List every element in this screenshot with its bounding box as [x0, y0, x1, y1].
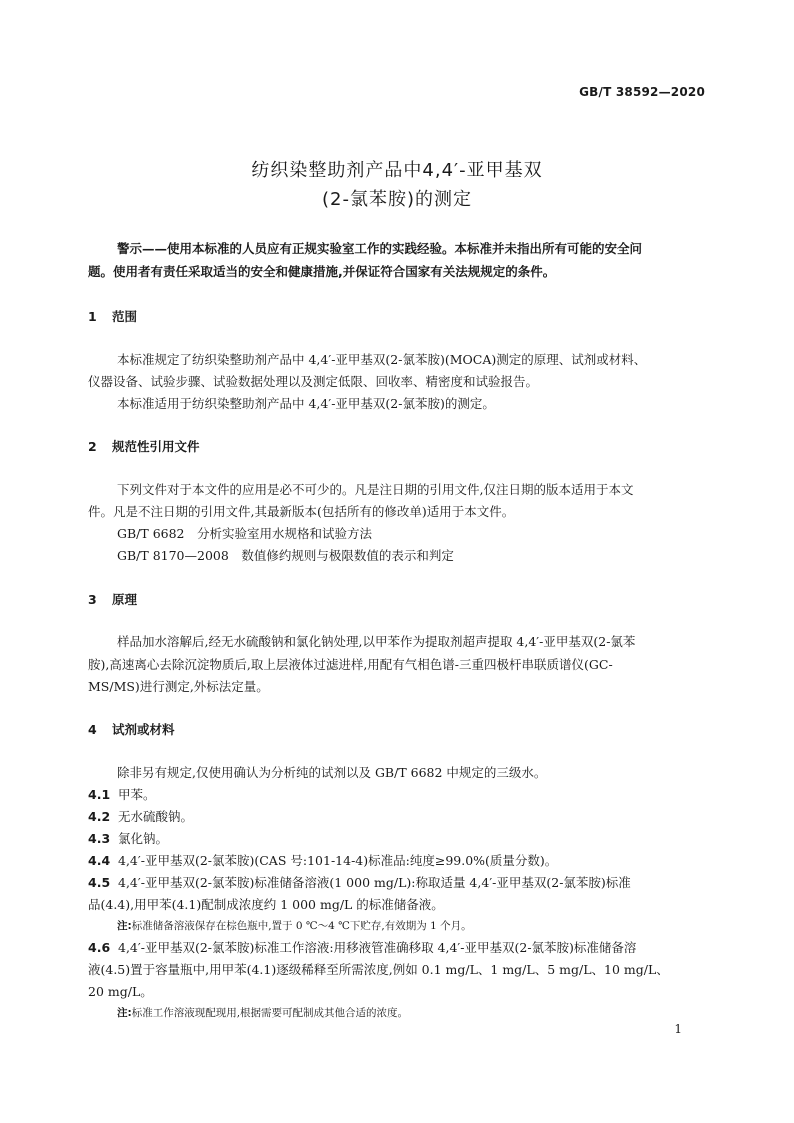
section-1-para-1-line-2: 仪器设备、试验步骤、试验数据处理以及测定低限、回收率、精密度和试验报告。: [88, 374, 539, 389]
section-1-title: 范围: [112, 309, 138, 324]
clause-4-2-number: 4.2: [88, 809, 111, 824]
note-1-text: 标准储备溶液保存在棕色瓶中,置于 0 ℃～4 ℃下贮存,有效期为 1 个月。: [131, 920, 472, 932]
clause-4-3-number: 4.3: [88, 831, 111, 846]
clause-4-6-line-2: 液(4.5)置于容量瓶中,用甲苯(4.1)逐级稀释至所需浓度,例如 0.1 mg/L、1 mg/L、5 mg/L、10 mg/L、: [88, 962, 669, 977]
clause-4-4-number: 4.4: [88, 853, 111, 868]
section-2-para-1-line-2: 件。凡是不注日期的引用文件,其最新版本(包括所有的修改单)适用于本文件。: [88, 504, 515, 519]
clause-4-4: [88, 851, 557, 869]
clause-4-1: [88, 785, 156, 803]
note-1: [117, 918, 472, 933]
clause-4-3-text: 氯化钠。: [118, 831, 169, 846]
section-3-number: 3: [88, 592, 97, 607]
section-1-para-1-line-1: 本标准规定了纺织染整助剂产品中 4,4′-亚甲基双(2-氯苯胺)(MOCA)测定的原理、试剂或材料、: [117, 352, 647, 367]
clause-4-6-number: 4.6: [88, 940, 111, 955]
clause-4-6-line-3: 20 mg/L。: [88, 984, 153, 999]
clause-4-2-text: 无水硫酸钠。: [118, 809, 194, 824]
note-2: [117, 1005, 408, 1020]
warning-line-1: 警示——使用本标准的人员应有正规实验室工作的实践经验。本标准并未指出所有可能的安全问: [117, 241, 643, 256]
clause-4-5-number: 4.5: [88, 875, 111, 890]
section-3-title: 原理: [112, 592, 138, 607]
section-1-para-2: 本标准适用于纺织染整助剂产品中 4,4′-亚甲基双(2-氯苯胺)的测定。: [117, 396, 495, 411]
section-3-para-line-3: MS/MS)进行测定,外标法定量。: [88, 679, 269, 694]
clause-4-6-line-1: [88, 938, 636, 956]
normative-reference-1: GB/T 6682 分析实验室用水规格和试验方法: [117, 526, 373, 541]
document-title-line-2: (2-氯苯胺)的测定: [322, 189, 472, 210]
section-4-number: 4: [88, 722, 97, 737]
note-1-label: 注:: [117, 920, 132, 932]
section-4-intro: 除非另有规定,仅使用确认为分析纯的试剂以及 GB/T 6682 中规定的三级水。: [117, 765, 547, 780]
clause-4-1-number: 4.1: [88, 787, 111, 802]
section-2-heading: [88, 437, 200, 455]
normative-reference-2: GB/T 8170—2008 数值修约规则与极限数值的表示和判定: [117, 548, 454, 563]
note-2-text: 标准工作溶液现配现用,根据需要可配制成其他合适的浓度。: [131, 1007, 409, 1019]
page-number: 1: [674, 1022, 682, 1036]
clause-4-3: [88, 829, 168, 847]
section-4-title: 试剂或材料: [112, 722, 175, 737]
note-2-label: 注:: [117, 1007, 132, 1019]
section-3-para-line-1: 样品加水溶解后,经无水硫酸钠和氯化钠处理,以甲苯作为提取剂超声提取 4,4′-亚甲基双(2-氯苯: [117, 634, 636, 649]
standard-number: GB/T 38592—2020: [579, 85, 705, 99]
section-2-para-1-line-1: 下列文件对于本文件的应用是必不可少的。凡是注日期的引用文件,仅注日期的版本适用于本文: [117, 482, 634, 497]
section-2-number: 2: [88, 439, 97, 454]
section-2-title: 规范性引用文件: [112, 439, 200, 454]
clause-4-5-line-2: 品(4.4),用甲苯(4.1)配制成浓度约 1 000 mg/L 的标准储备液。: [88, 897, 444, 912]
section-1-number: 1: [88, 309, 97, 324]
section-3-para-line-2: 胺),高速离心去除沉淀物质后,取上层液体过滤进样,用配有气相色谱-三重四极杆串联质谱仪(GC-: [88, 657, 613, 672]
document-title-line-1: 纺织染整助剂产品中4,4′-亚甲基双: [251, 160, 543, 181]
clause-4-1-text: 甲苯。: [118, 787, 156, 802]
section-4-heading: [88, 720, 175, 738]
section-3-heading: [88, 590, 137, 608]
clause-4-4-text: 4,4′-亚甲基双(2-氯苯胺)(CAS 号:101-14-4)标准品:纯度≥99.0%(质量分数)。: [118, 853, 558, 868]
clause-4-5-line-1: [88, 873, 631, 891]
clause-4-6-text-line-1: 4,4′-亚甲基双(2-氯苯胺)标准工作溶液:用移液管准确移取 4,4′-亚甲基双(2-氯苯胺)标准储备溶: [118, 940, 637, 955]
section-1-heading: [88, 307, 137, 325]
clause-4-2: [88, 807, 193, 825]
clause-4-5-text-line-1: 4,4′-亚甲基双(2-氯苯胺)标准储备溶液(1 000 mg/L):称取适量 4,4′-亚甲基双(2-氯苯胺)标准: [118, 875, 631, 890]
warning-line-2: 题。使用者有责任采取适当的安全和健康措施,并保证符合国家有关法规规定的条件。: [88, 264, 556, 279]
